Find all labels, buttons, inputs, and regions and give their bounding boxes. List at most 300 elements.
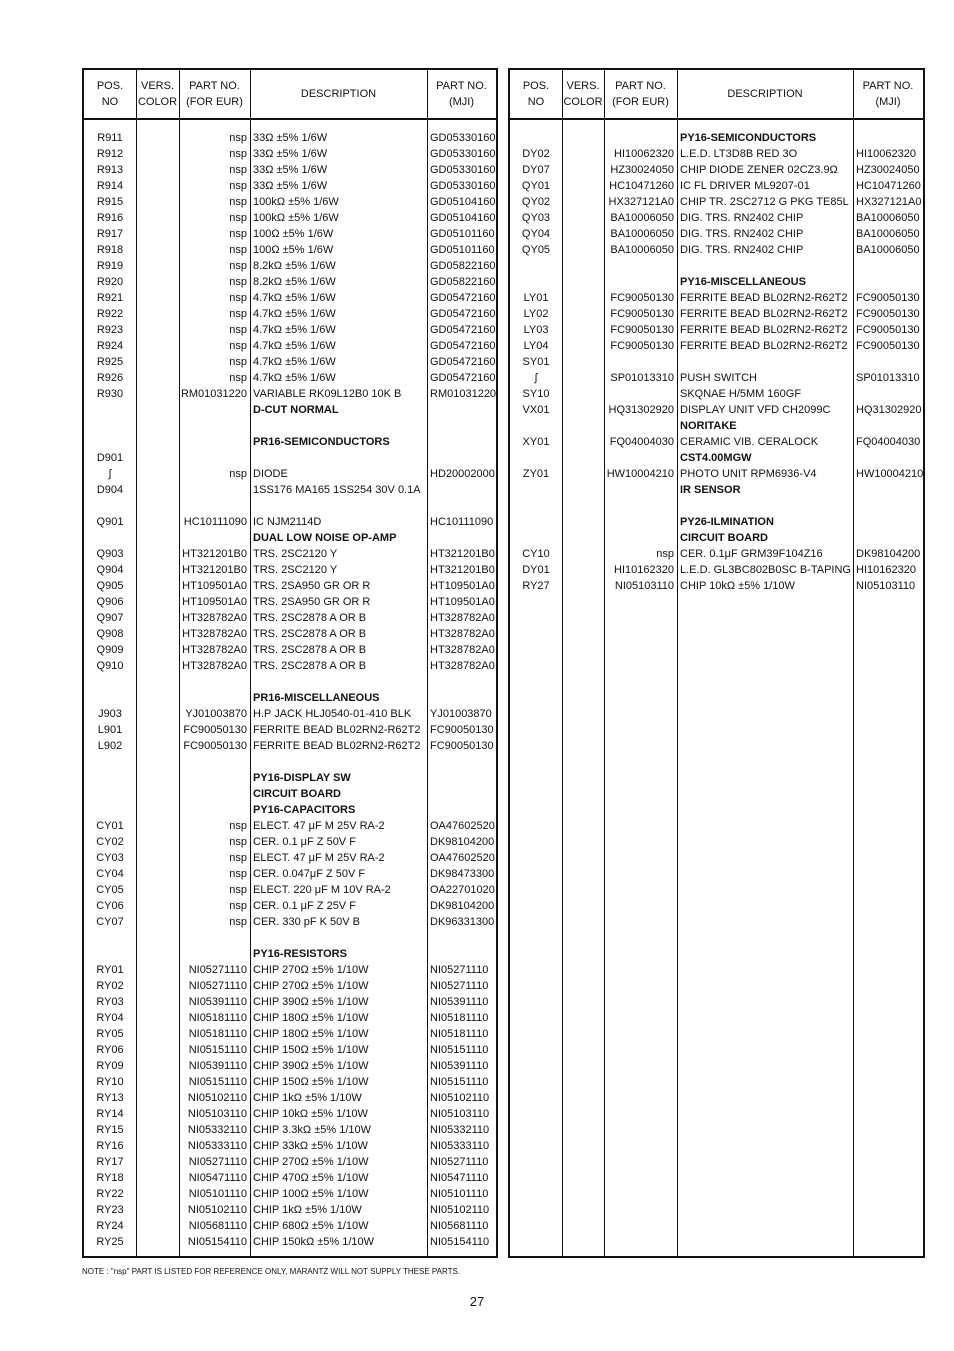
cell-part-no-eur: BA10006050	[610, 212, 674, 224]
cell-description: DIG. TRS. RN2402 CHIP	[680, 244, 804, 256]
cell-part-no-mji: HC10471260	[856, 180, 921, 192]
cell-description: CHIP 1kΩ ±5% 1/10W	[253, 1092, 362, 1104]
cell-pos-no: Q905	[96, 580, 124, 592]
table-row	[84, 610, 496, 626]
cell-pos-no: LY04	[523, 340, 549, 352]
table-row	[84, 642, 496, 658]
cell-part-no-mji: NI05154110	[430, 1236, 490, 1248]
header-part-no-eur: PART NO. (FOR EUR)	[612, 80, 669, 108]
cell-part-no-mji: HT328782A0	[430, 660, 495, 672]
cell-pos-no: RY02	[96, 980, 124, 992]
cell-pos-no: DY01	[522, 564, 550, 576]
cell-description: CHIP 390Ω ±5% 1/10W	[253, 1060, 369, 1072]
header-vers-color: VERS. COLOR	[137, 80, 178, 108]
cell-description: NORITAKE	[680, 420, 737, 432]
table-row	[84, 802, 496, 818]
table-row	[84, 930, 496, 946]
table-row	[84, 1026, 496, 1042]
cell-pos-no: LY01	[523, 292, 549, 304]
cell-pos-no: RY18	[96, 1172, 124, 1184]
cell-description: H.P JACK HLJ0540-01-410 BLK	[253, 708, 412, 720]
cell-part-no-eur: HZ30024050	[610, 164, 674, 176]
cell-part-no-eur: nsp	[229, 260, 247, 272]
table-row	[510, 210, 923, 226]
cell-part-no-eur: BA10006050	[610, 244, 674, 256]
table-row	[84, 962, 496, 978]
cell-part-no-eur: HT328782A0	[182, 612, 247, 624]
cell-part-no-mji: HI10062320	[856, 148, 916, 160]
cell-part-no-eur: nsp	[229, 900, 247, 912]
table-row	[84, 1058, 496, 1074]
table-row	[510, 514, 923, 530]
cell-part-no-eur: FC90050130	[610, 308, 674, 320]
cell-part-no-eur: NI05271110	[188, 1156, 247, 1168]
cell-description: L.E.D. LT3D8B RED 3O	[680, 148, 798, 160]
table-row	[84, 386, 496, 402]
cell-part-no-mji: NI05103110	[430, 1108, 490, 1120]
cell-description: PY26-ILMINATION	[680, 516, 774, 528]
cell-pos-no: R919	[96, 260, 124, 272]
cell-description: SKQNAE H/5MM 160GF	[680, 388, 802, 400]
table-row	[84, 658, 496, 674]
cell-part-no-eur: HC10471260	[609, 180, 674, 192]
table-row	[84, 978, 496, 994]
cell-part-no-eur: HT321201B0	[182, 564, 247, 576]
cell-part-no-eur: nsp	[229, 852, 247, 864]
cell-part-no-mji: NI05471110	[430, 1172, 489, 1184]
cell-pos-no: QY04	[521, 228, 551, 240]
cell-description: FERRITE BEAD BL02RN2-R62T2	[253, 740, 421, 752]
cell-pos-no: RY23	[96, 1204, 124, 1216]
cell-part-no-mji: NI05332110	[430, 1124, 490, 1136]
table-row	[84, 162, 496, 178]
cell-part-no-eur: nsp	[229, 356, 247, 368]
cell-description: CHIP 150Ω ±5% 1/10W	[253, 1076, 369, 1088]
table-row	[84, 1074, 496, 1090]
cell-part-no-eur: NI05102110	[187, 1204, 247, 1216]
table-row	[84, 546, 496, 562]
cell-part-no-mji: OA22701020	[430, 884, 495, 896]
cell-description: TRS. 2SC2120 Y	[253, 548, 338, 560]
table-row	[510, 562, 923, 578]
cell-pos-no: RY15	[96, 1124, 124, 1136]
cell-description: CHIP 470Ω ±5% 1/10W	[253, 1172, 369, 1184]
cell-pos-no: CY03	[96, 852, 124, 864]
table-row	[84, 1122, 496, 1138]
cell-part-no-mji: FC90050130	[856, 308, 920, 320]
cell-part-no-eur: HW10004210	[606, 468, 674, 480]
cell-description: CHIP 3.3kΩ ±5% 1/10W	[253, 1124, 371, 1136]
cell-pos-no: RY14	[96, 1108, 124, 1120]
cell-description: CHIP 180Ω ±5% 1/10W	[253, 1012, 369, 1024]
cell-pos-no: R911	[97, 132, 123, 144]
cell-part-no-mji: BA10006050	[856, 244, 920, 256]
cell-description: L.E.D. GL3BC802B0SC B-TAPING	[680, 564, 851, 576]
table-row	[84, 178, 496, 194]
table-row	[510, 482, 923, 498]
cell-pos-no: CY02	[96, 836, 124, 848]
cell-part-no-mji: HD20002000	[430, 468, 495, 480]
cell-pos-no: Q910	[96, 660, 124, 672]
cell-pos-no: R916	[96, 212, 124, 224]
cell-description: PR16-MISCELLANEOUS	[253, 692, 380, 704]
cell-pos-no: R924	[96, 340, 124, 352]
cell-pos-no: R917	[96, 228, 124, 240]
cell-description: DIG. TRS. RN2402 CHIP	[680, 228, 804, 240]
header-part-no-mji: PART NO. (MJI)	[862, 80, 914, 108]
table-row	[84, 498, 496, 514]
cell-part-no-eur: NI05471110	[188, 1172, 247, 1184]
cell-pos-no: L901	[97, 724, 123, 736]
cell-description: PY16-DISPLAY SW	[253, 772, 351, 784]
table-row	[510, 274, 923, 290]
table-row	[84, 994, 496, 1010]
cell-description: CHIP 1kΩ ±5% 1/10W	[253, 1204, 362, 1216]
cell-description: FERRITE BEAD BL02RN2-R62T2	[253, 724, 421, 736]
cell-description: 8.2kΩ ±5% 1/6W	[253, 260, 336, 272]
cell-pos-no: RY04	[96, 1012, 124, 1024]
table-row	[84, 354, 496, 370]
cell-part-no-eur: nsp	[229, 164, 247, 176]
cell-pos-no: CY04	[96, 868, 124, 880]
table-row	[84, 290, 496, 306]
cell-description: TRS. 2SC2120 Y	[253, 564, 338, 576]
header-pos-no: POS. NO	[522, 80, 550, 108]
cell-part-no-eur: NI05271110	[188, 964, 247, 976]
cell-description: PY16-SEMICONDUCTORS	[680, 132, 817, 144]
cell-part-no-eur: SP01013310	[610, 372, 674, 384]
cell-pos-no: RY25	[96, 1236, 124, 1248]
cell-part-no-eur: NI05101110	[188, 1188, 247, 1200]
cell-part-no-mji: OA47602520	[430, 852, 495, 864]
cell-pos-no: ∫	[534, 372, 538, 384]
table-row	[84, 530, 496, 546]
cell-pos-no: CY10	[522, 548, 550, 560]
cell-part-no-mji: HT328782A0	[430, 628, 495, 640]
cell-part-no-eur: nsp	[229, 372, 247, 384]
table-row	[84, 1202, 496, 1218]
cell-part-no-mji: FQ04004030	[856, 436, 921, 448]
cell-pos-no: R922	[96, 308, 124, 320]
table-row	[84, 882, 496, 898]
header-divider	[510, 118, 923, 120]
cell-description: CIRCUIT BOARD	[680, 532, 768, 544]
cell-description: CHIP 33kΩ ±5% 1/10W	[253, 1140, 368, 1152]
cell-description: PUSH SWITCH	[680, 372, 757, 384]
cell-part-no-eur: HT109501A0	[182, 596, 247, 608]
table-row	[510, 258, 923, 274]
cell-description: DISPLAY UNIT VFD CH2099C	[680, 404, 831, 416]
cell-part-no-eur: HT109501A0	[182, 580, 247, 592]
cell-part-no-eur: nsp	[229, 884, 247, 896]
table-row	[510, 130, 923, 146]
cell-part-no-mji: OA47602520	[430, 820, 495, 832]
table-row	[84, 226, 496, 242]
header-part-no-eur: PART NO. (FOR EUR)	[186, 80, 243, 108]
table-row	[84, 1186, 496, 1202]
header-description: DESCRIPTION	[300, 88, 377, 100]
table-row	[84, 914, 496, 930]
cell-part-no-mji: RM01031220	[430, 388, 497, 400]
cell-description: PHOTO UNIT RPM6936-V4	[680, 468, 817, 480]
cell-part-no-eur: nsp	[656, 548, 674, 560]
cell-part-no-mji: GD05822160	[430, 276, 496, 288]
cell-part-no-mji: FC90050130	[856, 324, 920, 336]
table-row	[84, 1010, 496, 1026]
table-row	[84, 482, 496, 498]
cell-description: 4.7kΩ ±5% 1/6W	[253, 356, 336, 368]
table-row	[510, 178, 923, 194]
cell-description: CHIP 100Ω ±5% 1/10W	[253, 1188, 369, 1200]
table-row	[510, 306, 923, 322]
table-row	[510, 290, 923, 306]
cell-description: 4.7kΩ ±5% 1/6W	[253, 372, 336, 384]
cell-part-no-eur: FC90050130	[183, 724, 247, 736]
cell-description: CER. 0.1μF GRM39F104Z16	[680, 548, 823, 560]
header-pos-no: POS. NO	[96, 80, 124, 108]
cell-description: 33Ω ±5% 1/6W	[253, 180, 328, 192]
cell-part-no-mji: BA10006050	[856, 228, 920, 240]
cell-description: 33Ω ±5% 1/6W	[253, 148, 328, 160]
cell-part-no-mji: NI05102110	[430, 1204, 490, 1216]
cell-part-no-eur: NI05333110	[187, 1140, 247, 1152]
cell-part-no-mji: HW10004210	[856, 468, 924, 480]
cell-pos-no: D901	[96, 452, 124, 464]
cell-pos-no: ZY01	[522, 468, 550, 480]
cell-part-no-mji: FC90050130	[430, 724, 494, 736]
cell-pos-no: R914	[96, 180, 124, 192]
cell-pos-no: XY01	[522, 436, 550, 448]
cell-part-no-mji: SP01013310	[856, 372, 920, 384]
cell-part-no-eur: nsp	[229, 916, 247, 928]
cell-description: TRS. 2SC2878 A OR B	[253, 644, 367, 656]
header-vers-color: VERS. COLOR	[563, 80, 603, 108]
cell-pos-no: RY22	[96, 1188, 124, 1200]
cell-part-no-eur: nsp	[229, 228, 247, 240]
table-row	[84, 306, 496, 322]
cell-part-no-eur: NI05151110	[188, 1076, 247, 1088]
cell-part-no-mji: HT109501A0	[430, 596, 495, 608]
cell-pos-no: ∫	[108, 468, 112, 480]
cell-part-no-mji: GD05101160	[430, 244, 495, 256]
cell-description: CER. 0.047μF Z 50V F	[253, 868, 366, 880]
cell-part-no-mji: HT321201B0	[430, 548, 495, 560]
cell-pos-no: RY03	[96, 996, 124, 1008]
table-row	[84, 866, 496, 882]
cell-part-no-mji: GD05472160	[430, 372, 496, 384]
cell-part-no-eur: NI05103110	[614, 580, 674, 592]
cell-part-no-mji: NI05333110	[430, 1140, 490, 1152]
table-row	[510, 466, 923, 482]
cell-description: ELECT. 47 μF M 25V RA-2	[253, 852, 385, 864]
cell-part-no-eur: HI10162320	[614, 564, 674, 576]
cell-description: CHIP 390Ω ±5% 1/10W	[253, 996, 369, 1008]
table-row	[510, 354, 923, 370]
table-row	[84, 674, 496, 690]
rows-right	[510, 130, 923, 594]
cell-pos-no: R912	[96, 148, 124, 160]
cell-part-no-eur: HQ31302920	[608, 404, 674, 416]
table-row	[84, 402, 496, 418]
cell-part-no-eur: FC90050130	[610, 324, 674, 336]
cell-part-no-mji: GD05472160	[430, 292, 496, 304]
cell-part-no-eur: nsp	[229, 148, 247, 160]
cell-description: ELECT. 220 μF M 10V RA-2	[253, 884, 391, 896]
cell-part-no-mji: HX327121A0	[856, 196, 922, 208]
cell-part-no-eur: NI05181110	[188, 1028, 247, 1040]
cell-description: CERAMIC VIB. CERALOCK	[680, 436, 819, 448]
cell-description: IR SENSOR	[680, 484, 741, 496]
cell-description: FERRITE BEAD BL02RN2-R62T2	[680, 340, 848, 352]
cell-part-no-mji: DK98104200	[430, 900, 495, 912]
cell-part-no-eur: RM01031220	[180, 388, 247, 400]
table-row	[510, 194, 923, 210]
cell-part-no-mji: NI05271110	[430, 980, 489, 992]
table-row	[84, 626, 496, 642]
cell-pos-no: LY02	[523, 308, 549, 320]
cell-description: IC FL DRIVER ML9207-01	[680, 180, 810, 192]
header-divider	[84, 118, 496, 120]
cell-description: 1SS176 MA165 1SS254 30V 0.1A	[253, 484, 421, 496]
table-row	[84, 274, 496, 290]
cell-part-no-mji: NI05271110	[430, 964, 489, 976]
table-row	[84, 1106, 496, 1122]
cell-part-no-mji: NI05103110	[856, 580, 916, 592]
cell-part-no-mji: NI05181110	[430, 1012, 489, 1024]
cell-description: CHIP 150kΩ ±5% 1/10W	[253, 1236, 375, 1248]
table-row	[84, 1170, 496, 1186]
table-row	[84, 690, 496, 706]
table-row	[84, 1234, 496, 1250]
cell-description: PY16-CAPACITORS	[253, 804, 356, 816]
cell-description: IC NJM2114D	[253, 516, 322, 528]
table-row	[510, 386, 923, 402]
cell-pos-no: RY16	[96, 1140, 124, 1152]
table-row	[510, 578, 923, 594]
cell-part-no-eur: NI05681110	[188, 1220, 247, 1232]
table-row	[84, 242, 496, 258]
cell-pos-no: SY10	[522, 388, 550, 400]
table-row	[84, 578, 496, 594]
cell-part-no-eur: nsp	[229, 212, 247, 224]
cell-pos-no: D904	[96, 484, 124, 496]
table-row	[84, 450, 496, 466]
cell-part-no-mji: NI05391110	[430, 996, 489, 1008]
cell-pos-no: R930	[96, 388, 124, 400]
table-row	[84, 706, 496, 722]
table-row	[510, 226, 923, 242]
cell-part-no-mji: DK96331300	[430, 916, 495, 928]
table-row	[510, 370, 923, 386]
table-row	[84, 898, 496, 914]
cell-part-no-mji: GD05472160	[430, 340, 496, 352]
cell-pos-no: Q908	[96, 628, 124, 640]
table-row	[84, 850, 496, 866]
cell-part-no-eur: NI05154110	[187, 1236, 247, 1248]
cell-pos-no: QY02	[521, 196, 551, 208]
parts-table-right	[508, 68, 925, 1258]
cell-description: 4.7kΩ ±5% 1/6W	[253, 308, 336, 320]
cell-description: ELECT. 47 μF M 25V RA-2	[253, 820, 385, 832]
rows-left	[84, 130, 496, 1250]
cell-part-no-mji: FC90050130	[856, 292, 920, 304]
cell-pos-no: Q904	[96, 564, 124, 576]
cell-description: TRS. 2SA950 GR OR R	[253, 580, 371, 592]
table-row	[510, 418, 923, 434]
cell-part-no-eur: nsp	[229, 308, 247, 320]
cell-description: 100Ω ±5% 1/6W	[253, 244, 334, 256]
cell-part-no-eur: NI05103110	[187, 1108, 247, 1120]
cell-part-no-mji: NI05102110	[430, 1092, 490, 1104]
header-part-no-mji: PART NO. (MJI)	[436, 80, 487, 108]
table-row	[84, 1042, 496, 1058]
cell-part-no-mji: NI05271110	[430, 1156, 489, 1168]
cell-description: CST4.00MGW	[680, 452, 752, 464]
cell-pos-no: R925	[96, 356, 124, 368]
cell-pos-no: CY07	[96, 916, 124, 928]
table-row	[84, 738, 496, 754]
table-row	[510, 242, 923, 258]
cell-pos-no: J903	[98, 708, 122, 720]
cell-part-no-eur: FQ04004030	[609, 436, 674, 448]
cell-pos-no: R926	[96, 372, 124, 384]
cell-part-no-mji: HI10162320	[856, 564, 916, 576]
cell-part-no-eur: nsp	[229, 180, 247, 192]
cell-part-no-eur: HT328782A0	[182, 644, 247, 656]
cell-pos-no: RY27	[522, 580, 550, 592]
cell-description: 100kΩ ±5% 1/6W	[253, 196, 339, 208]
cell-description: CHIP 270Ω ±5% 1/10W	[253, 964, 369, 976]
cell-part-no-mji: GD05472160	[430, 308, 496, 320]
cell-pos-no: Q901	[96, 516, 124, 528]
table-row	[84, 1154, 496, 1170]
cell-part-no-mji: BA10006050	[856, 212, 920, 224]
cell-part-no-eur: FC90050130	[183, 740, 247, 752]
cell-part-no-eur: FC90050130	[610, 340, 674, 352]
cell-part-no-mji: DK98104200	[430, 836, 495, 848]
cell-pos-no: Q907	[96, 612, 124, 624]
cell-part-no-eur: nsp	[229, 196, 247, 208]
table-row	[84, 562, 496, 578]
table-row	[510, 338, 923, 354]
parts-table-left	[82, 68, 498, 1258]
cell-pos-no: DY02	[522, 148, 550, 160]
cell-description: CER. 0.1 μF Z 25V F	[253, 900, 356, 912]
cell-description: CHIP 180Ω ±5% 1/10W	[253, 1028, 369, 1040]
cell-part-no-eur: HT328782A0	[182, 628, 247, 640]
cell-pos-no: RY10	[96, 1076, 124, 1088]
cell-pos-no: Q909	[96, 644, 124, 656]
cell-part-no-eur: NI05391110	[188, 996, 247, 1008]
cell-part-no-eur: HX327121A0	[608, 196, 674, 208]
cell-pos-no: R913	[96, 164, 124, 176]
cell-part-no-eur: nsp	[229, 836, 247, 848]
cell-description: FERRITE BEAD BL02RN2-R62T2	[680, 308, 848, 320]
cell-pos-no: DY07	[522, 164, 550, 176]
cell-pos-no: VX01	[522, 404, 550, 416]
cell-part-no-mji: GD05472160	[430, 356, 496, 368]
cell-description: 8.2kΩ ±5% 1/6W	[253, 276, 336, 288]
cell-description: TRS. 2SC2878 A OR B	[253, 660, 367, 672]
cell-part-no-eur: nsp	[229, 132, 247, 144]
cell-part-no-mji: GD05330160	[430, 164, 496, 176]
cell-part-no-eur: nsp	[229, 244, 247, 256]
cell-part-no-mji: HZ30024050	[856, 164, 920, 176]
cell-description: CHIP 10kΩ ±5% 1/10W	[253, 1108, 368, 1120]
cell-part-no-mji: HT321201B0	[430, 564, 495, 576]
table-row	[510, 530, 923, 546]
cell-part-no-mji: YJ01003870	[430, 708, 492, 720]
